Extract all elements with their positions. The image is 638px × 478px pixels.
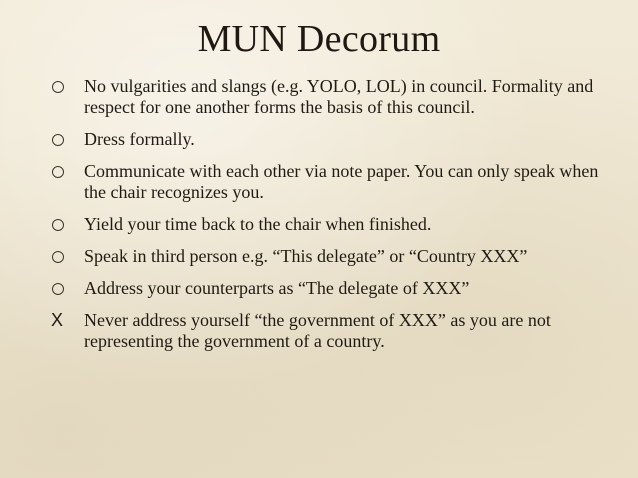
list-item-text: Communicate with each other via note paper. You can only speak when the chair recognizes you. [84,161,599,202]
list-item-text: Address your counterparts as “The delegate of XXX” [84,278,470,298]
list-item [0,161,638,203]
list-item [0,278,638,299]
circle-bullet-icon [51,249,65,263]
list-item [0,246,638,267]
circle-bullet-icon [51,281,65,295]
x-bullet-icon: X [51,310,64,330]
list-item [0,76,638,118]
circle-bullet-icon [51,217,65,231]
circle-bullet-icon [51,164,65,178]
circle-bullet-icon [51,79,65,93]
bullet-list [0,76,638,363]
list-item-text: Speak in third person e.g. “This delegate” or “Country XXX” [84,246,528,266]
circle-bullet-icon [51,132,65,146]
list-item [0,214,638,235]
list-item-text: Yield your time back to the chair when finished. [84,214,432,234]
slide-title: MUN Decorum [197,18,441,60]
list-item-text: Dress formally. [84,129,195,149]
list-item-text: Never address yourself “the government of XXX” as you are not representing the government of a country. [84,310,551,351]
list-item [0,129,638,150]
list-item-text: No vulgarities and slangs (e.g. YOLO, LOL) in council. Formality and respect for one another forms the basis of this council. [84,76,594,117]
list-item [0,310,638,352]
